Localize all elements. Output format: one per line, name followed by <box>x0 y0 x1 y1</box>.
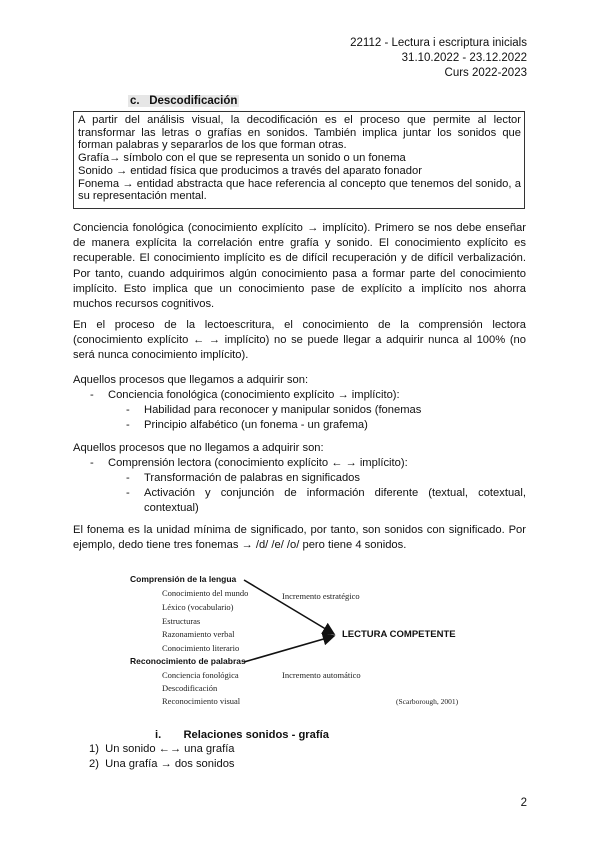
box-intro: A partir del análisis visual, la decodificación es el proceso que permite al lector transformar las letras o grafías en sonidos. También implica juntar los sonidos que forman palabras y separarlos de los que forman otras. <box>78 114 521 152</box>
definition-grafia: Grafía→ símbolo con el que se representa un sonido o un fonema <box>78 152 406 165</box>
arrow-reconocimiento <box>244 636 334 662</box>
list-no-adquirimos <box>73 441 526 516</box>
list-item: - Comprensión lectora (conocimiento explícito ← → implícito): <box>90 457 408 469</box>
definition-fonema: Fonema → entidad abstracta que hace referencia al concepto que tenemos del sonido, a su representación mental. <box>78 177 521 203</box>
page-number: 2 <box>520 797 527 809</box>
diagram-item: Conocimiento del mundo <box>162 588 249 598</box>
diagram-item: Descodificación <box>162 683 218 693</box>
reading-rope-diagram <box>130 574 470 710</box>
diagram-comprension: Comprensión de la lengua <box>130 574 237 584</box>
paragraph-fonema: El fonema es la unidad mínima de significado, por tanto, son sonidos con significado. Por ejemplo, dedo tiene tres fonemas → /d/ /e/ /o/ pero tiene 4 sonidos. <box>73 524 526 552</box>
paragraph-conciencia: Conciencia fonológica (conocimiento explícito → implícito). Primero se nos debe enseñar de manera explícita la correlación entre grafía y sonido. El conocimiento explícito es recuperable. El conocimiento implícito es de difícil recuperación y de difícil verbalización. Por tanto, cuando adquirimos algún conocimiento pasa a formar parte del conocimiento implícito. Esto implica que un conocimiento pase de explícito a implícito nos ahorra muchos recursos cognitivos. <box>73 222 526 311</box>
date-range: 31.10.2022 - 23.12.2022 <box>401 52 527 64</box>
diagram-item: Reconocimiento visual <box>162 696 241 706</box>
academic-year: Curs 2022-2023 <box>444 67 527 79</box>
list-item: 1) Un sonido ←→ una grafía <box>89 743 235 755</box>
diagram-automatic-label: Incremento automático <box>282 670 361 680</box>
diagram-item: Conciencia fonológica <box>162 670 239 680</box>
section-title: Relaciones sonidos - grafía <box>183 729 329 741</box>
section-heading-c <box>128 95 239 107</box>
section-marker: c. <box>130 95 140 107</box>
list-subitem: - Habilidad para reconocer y manipular sonidos (fonemas <box>126 404 422 416</box>
list-subitem: - Principio alfabético (un fonema - un grafema) <box>126 419 368 431</box>
diagram-item: Razonamiento verbal <box>162 629 235 639</box>
list-item: - Conciencia fonológica (conocimiento explícito → implícito): <box>90 389 400 401</box>
list-subitem: - Transformación de palabras en significados <box>126 472 360 484</box>
definition-box <box>73 111 525 209</box>
diagram-item: Conocimiento literario <box>162 643 240 653</box>
section-heading-i <box>155 729 329 741</box>
diagram-strategic-label: Incremento estratégico <box>282 591 360 601</box>
list-subitem: - Activación y conjunción de información diferente (textual, cotextual, contextual) <box>126 487 526 514</box>
diagram-item: Léxico (vocabulario) <box>162 602 234 612</box>
document-header <box>350 36 527 81</box>
section-title: Descodificación <box>149 95 238 107</box>
diagram-citation: (Scarborough, 2001) <box>396 697 459 706</box>
arrow-comprension <box>244 580 334 634</box>
numbered-list <box>89 742 235 772</box>
list-adquirimos <box>73 373 526 433</box>
list-intro: Aquellos procesos que no llegamos a adquirir son: <box>73 442 324 454</box>
list-item: 2) Una grafía → dos sonidos <box>89 758 235 770</box>
course-title: 22112 - Lectura i escriptura inicials <box>350 37 527 49</box>
definition-sonido: Sonido → entidad física que producimos a través del aparato fonador <box>78 164 422 177</box>
list-intro: Aquellos procesos que llegamos a adquirir son: <box>73 374 309 386</box>
paragraph-lectoescritura: En el proceso de la lectoescritura, el conocimiento de la comprensión lectora (conocimiento explícito ← → implícito) no se puede llegar a adquirir nunca al 100% (no será nunca conocimiento implícito). <box>73 319 526 362</box>
section-marker: i. <box>155 729 162 741</box>
diagram-reconocimiento: Reconocimiento de palabras <box>130 656 246 666</box>
diagram-item: Estructuras <box>162 616 201 626</box>
diagram-result: LECTURA COMPETENTE <box>342 629 456 640</box>
